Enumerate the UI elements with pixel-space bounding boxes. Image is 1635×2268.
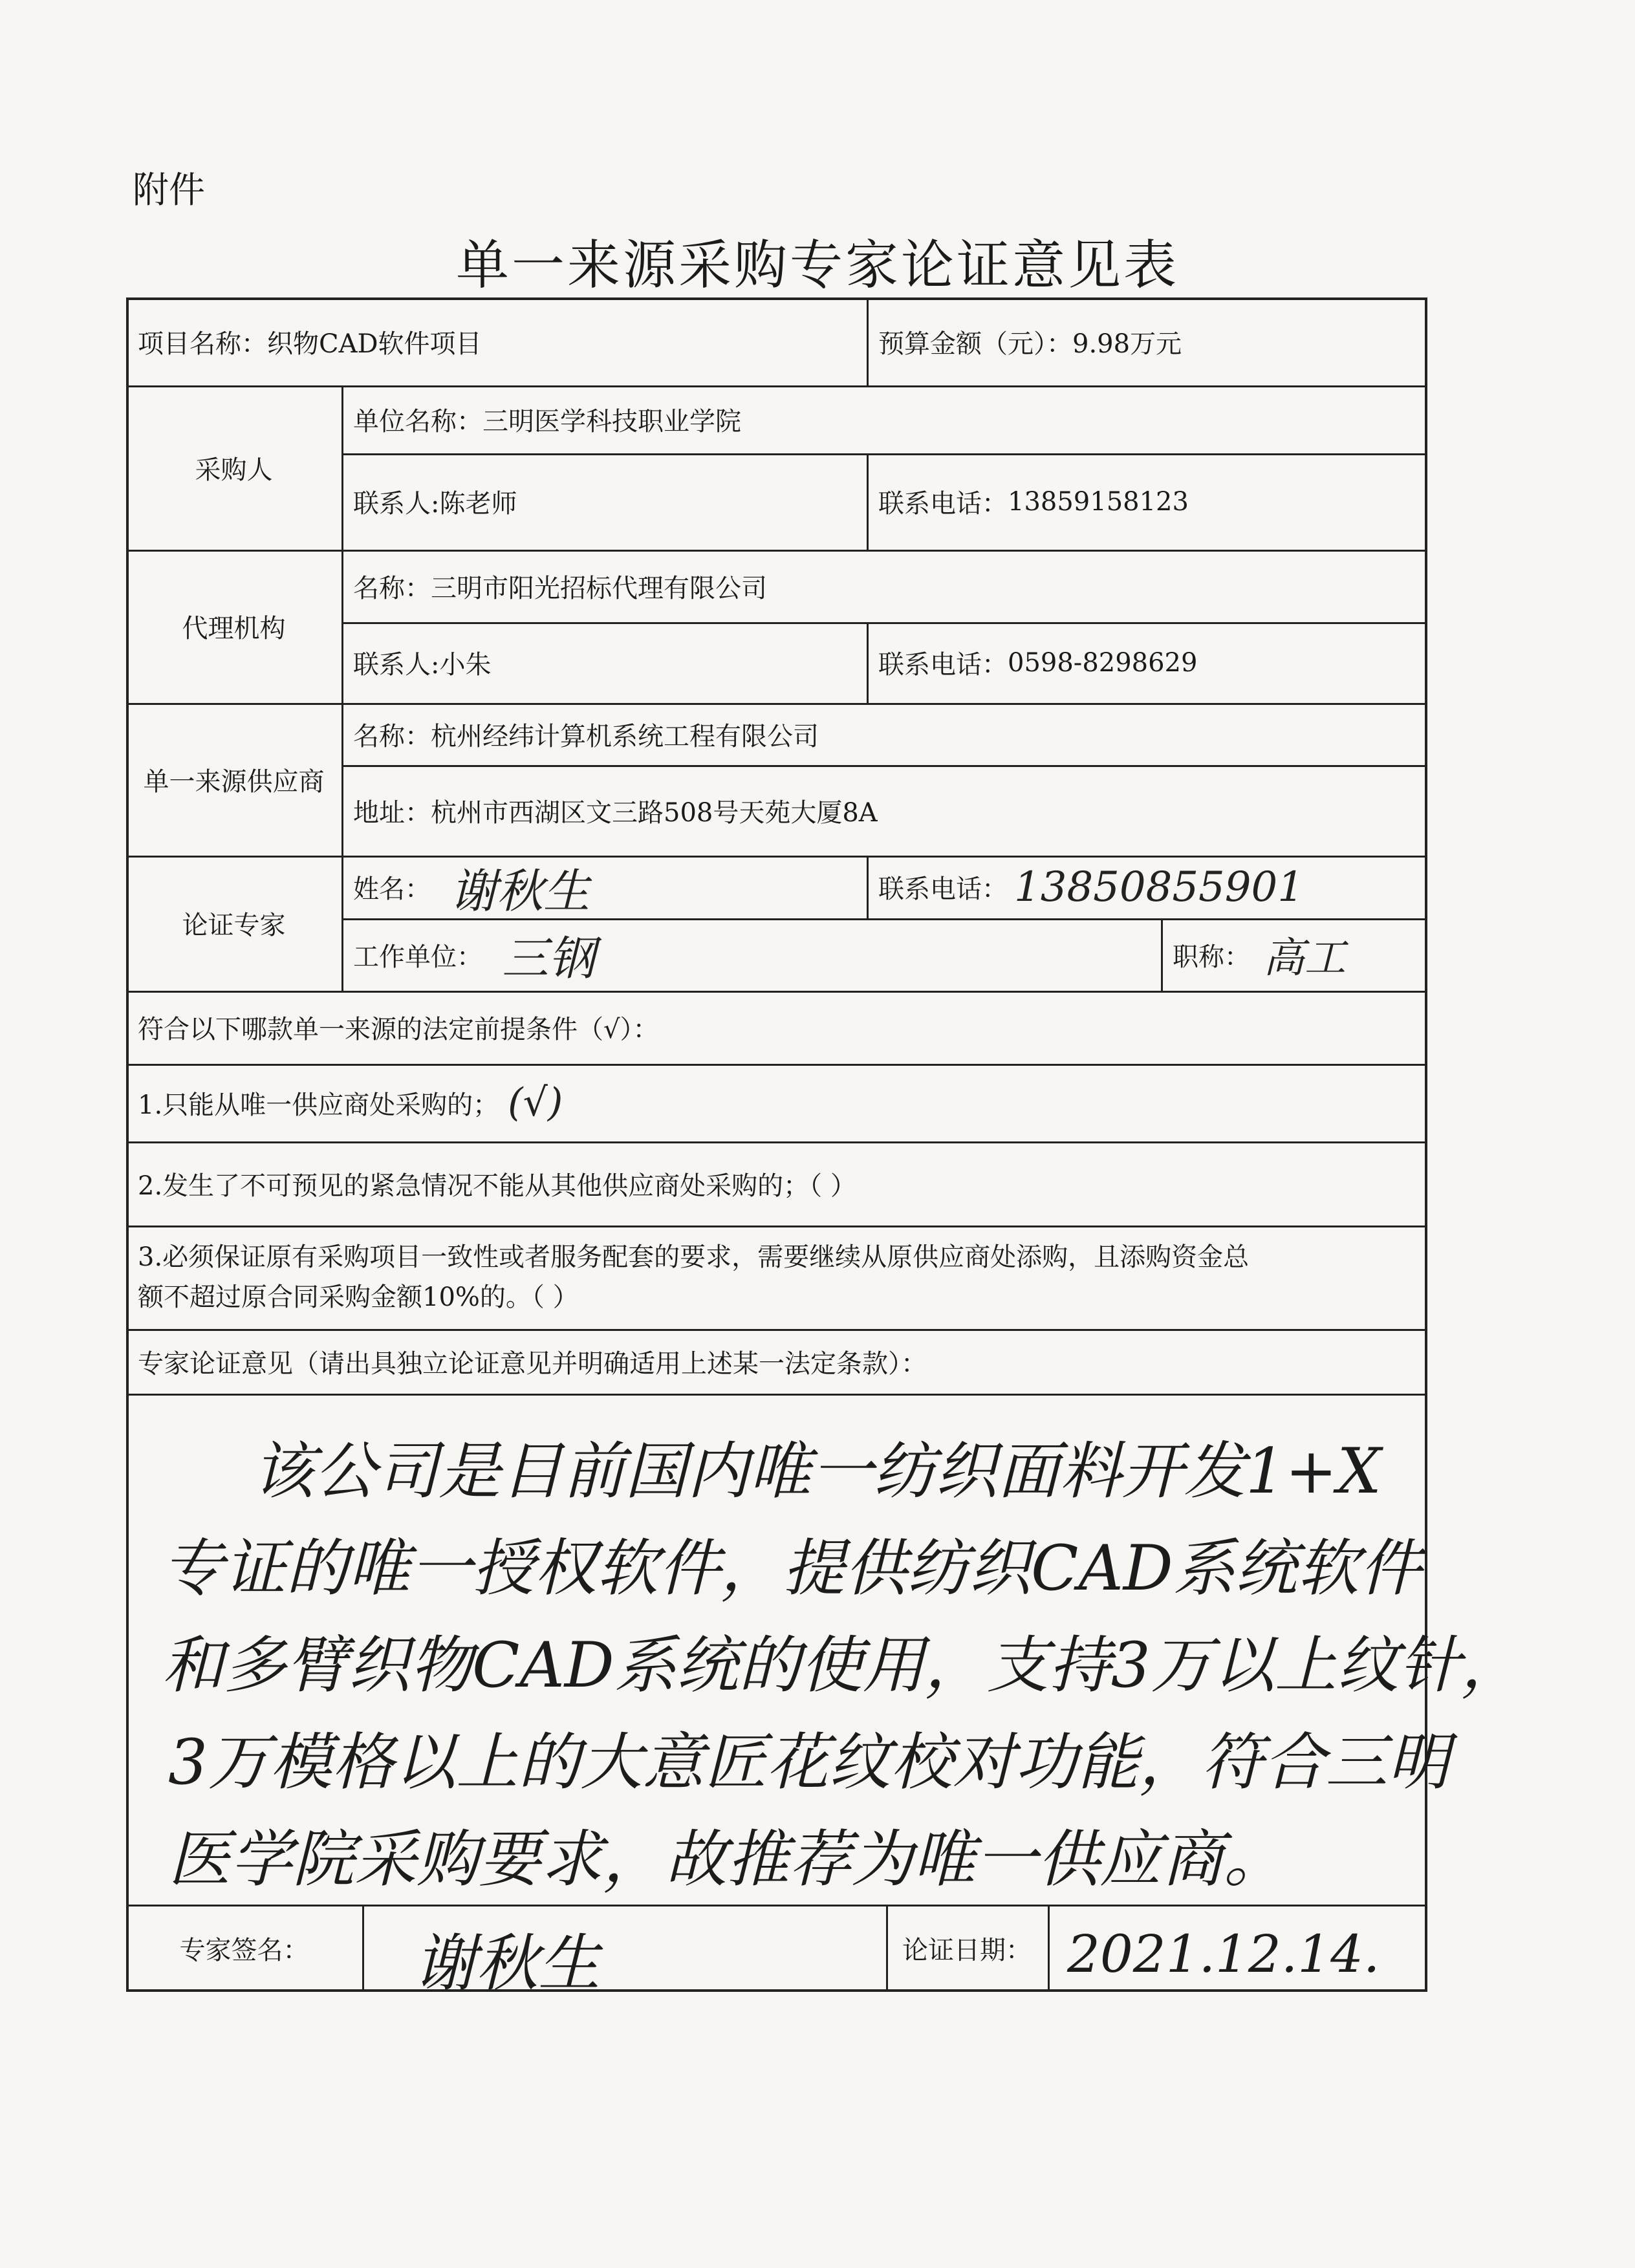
agency-phone <box>867 622 1427 703</box>
supplier-section-label: 单一来源供应商 <box>143 766 325 797</box>
budget <box>867 297 1427 385</box>
expert-section-label: 论证专家 <box>182 911 286 940</box>
purchaser-phone <box>867 453 1427 550</box>
agency-section-label: 代理机构 <box>182 614 286 643</box>
expert-work-value: 三钢 <box>502 931 596 986</box>
agency-name-label: 名称： <box>353 573 431 603</box>
budget-label: 预算金额（元）： <box>878 329 1072 359</box>
opinion-line: 专证的唯一授权软件，提供纺织CAD系统软件 <box>162 1532 1422 1604</box>
agency-contact-value: 小朱 <box>439 650 492 680</box>
purchaser-section-label: 采购人 <box>195 455 273 485</box>
date-value: 2021.12.14. <box>1067 1924 1380 1984</box>
condition-item-1-text: 1.只能从唯一供应商处采购的； <box>138 1090 499 1120</box>
supplier-address-label: 地址： <box>353 797 431 828</box>
condition-item-3-line-1: 3.必须保证原有采购项目一致性或者服务配套的要求，需要继续从原供应商处添购，且添购资金总 <box>138 1242 1250 1272</box>
project-name <box>126 297 867 385</box>
agency-contact <box>341 622 867 703</box>
project-name-label: 项目名称： <box>138 329 267 359</box>
expert-phone-label: 联系电话： <box>878 874 1008 904</box>
supplier-name <box>341 703 1427 765</box>
expert-work-label: 工作单位： <box>353 942 482 972</box>
budget-value: 9.98万元 <box>1072 329 1182 359</box>
purchaser-phone-label: 联系电话： <box>878 489 1008 519</box>
agency-name <box>341 550 1427 622</box>
purchaser-phone-value: 13859158123 <box>1008 486 1189 517</box>
expert-title <box>1161 918 1427 991</box>
purchaser-unit <box>341 385 1427 453</box>
expert-phone-value: 13850855901 <box>1014 863 1304 911</box>
purchaser-unit-label: 单位名称： <box>353 407 482 437</box>
expert-name-label: 姓名： <box>353 874 431 904</box>
expert-name-value: 谢秋生 <box>450 863 590 918</box>
signature-label: 专家签名： <box>179 1936 309 1965</box>
supplier-address-value: 杭州市西湖区文三路508号天苑大厦8A <box>431 797 878 828</box>
condition-item-3 <box>126 1226 1427 1329</box>
date-label: 论证日期： <box>902 1936 1032 1965</box>
supplier-address <box>341 765 1427 856</box>
opinion-line: 医学院采购要求，故推荐为唯一供应商。 <box>168 1823 1286 1895</box>
agency-phone-label: 联系电话： <box>878 650 1008 680</box>
condition-item-3-line-2: 额不超过原合同采购金额10%的。（ ） <box>138 1282 579 1312</box>
opinion-line: 该公司是目前国内唯一纺织面料开发1+X <box>252 1435 1381 1507</box>
form-title: 单一来源采购专家论证意见表 <box>455 235 1179 296</box>
purchaser-contact <box>341 453 867 550</box>
expert-name <box>341 856 867 918</box>
purchaser-contact-value: 陈老师 <box>439 489 517 519</box>
attachment-label: 附件 <box>133 169 205 211</box>
supplier-name-value: 杭州经纬计算机系统工程有限公司 <box>431 721 819 751</box>
agency-phone-value: 0598-8298629 <box>1008 647 1198 678</box>
expert-title-label: 职称： <box>1173 942 1250 972</box>
project-name-value: 织物CAD软件项目 <box>267 329 482 359</box>
conditions-heading: 符合以下哪款单一来源的法定前提条件（√）： <box>138 1015 659 1044</box>
expert-phone <box>867 856 1427 918</box>
agency-name-value: 三明市阳光招标代理有限公司 <box>431 573 767 603</box>
signature-value: 谢秋生 <box>414 1927 600 2000</box>
agency-contact-label: 联系人: <box>353 650 440 680</box>
opinion-line: 和多臂织物CAD系统的使用，支持3万以上纹针， <box>162 1629 1523 1701</box>
expert-title-value: 高工 <box>1263 934 1346 982</box>
purchaser-unit-value: 三明医学科技职业学院 <box>482 407 741 437</box>
opinion-heading: 专家论证意见（请出具独立论证意见并明确适用上述某一法定条款）： <box>138 1348 927 1379</box>
purchaser-contact-label: 联系人: <box>353 489 440 519</box>
expert-work <box>341 918 1161 991</box>
supplier-name-label: 名称： <box>353 721 431 751</box>
condition-item-2: 2.发生了不可预见的紧急情况不能从其他供应商处采购的；（ ） <box>138 1171 856 1201</box>
condition-item-1 <box>126 1064 1427 1141</box>
check-mark-icon: (√) <box>508 1080 563 1125</box>
opinion-handwritten-text <box>162 1423 1523 1908</box>
opinion-line: 3万模格以上的大意匠花纹校对功能，符合三明 <box>168 1726 1450 1798</box>
